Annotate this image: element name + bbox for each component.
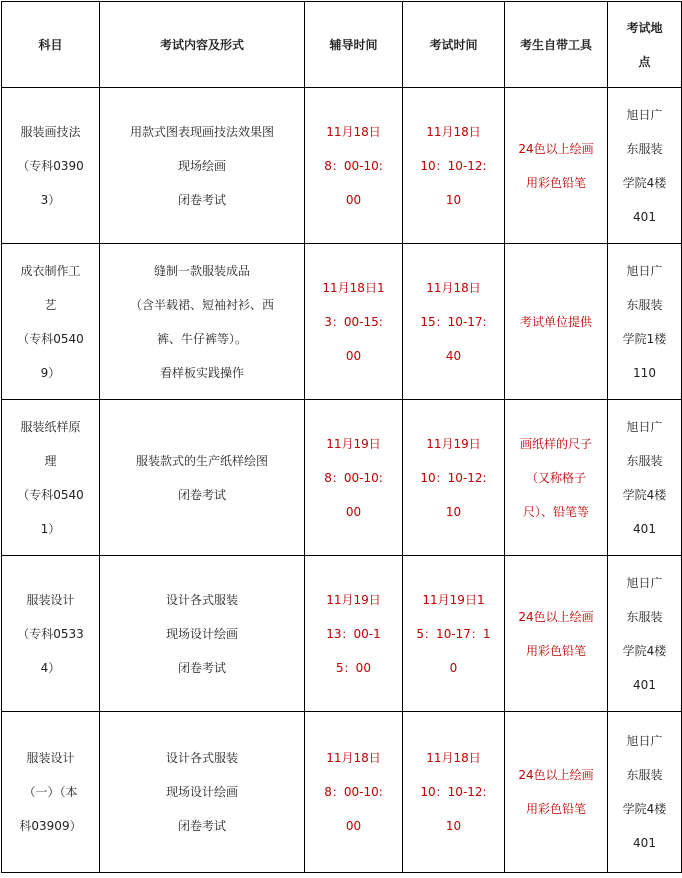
cell-location-line: 东服装 <box>626 297 663 312</box>
cell-tools <box>505 88 608 244</box>
cell-subject-line: 3） <box>40 192 61 207</box>
cell-exam-time-line: 10 <box>445 819 462 833</box>
cell-content <box>100 244 305 400</box>
cell-content-line: 现场设计绘画 <box>165 785 238 799</box>
cell-location-line: 东服装 <box>626 453 663 468</box>
cell-content-line: 服装款式的生产纸样绘图 <box>135 453 268 468</box>
cell-tutor-time-line: 00 <box>345 192 362 207</box>
cell-exam-time-line: 10：10-12: <box>420 785 487 799</box>
cell-exam-time-line: 15：10-17: <box>420 314 487 329</box>
cell-location-line: 学院4楼 <box>622 802 667 816</box>
cell-tutor-time-line: 11月18日 <box>326 124 381 139</box>
cell-subject-line: 科03909） <box>19 819 82 833</box>
cell-location-line: 401 <box>633 677 656 692</box>
cell-location-line: 110 <box>633 365 656 380</box>
cell-location-line: 旭日广 <box>626 107 663 122</box>
header-subject: 科目 <box>2 2 100 88</box>
cell-content-line: 裤、牛仔裤等）。 <box>156 331 247 346</box>
cell-subject-line: 服装设计 <box>26 592 75 607</box>
header-tools: 考生自带工具 <box>505 2 608 88</box>
cell-exam-time-line: 0 <box>449 660 458 675</box>
header-content: 考试内容及形式 <box>100 2 305 88</box>
cell-tools-line: （又称格子 <box>525 470 586 485</box>
cell-exam-time-line: 10 <box>445 504 462 519</box>
cell-exam-time-line: 11月19日1 <box>422 592 485 607</box>
cell-subject <box>2 556 100 712</box>
cell-exam-time-line: 10：10-12: <box>420 158 487 173</box>
cell-tutor-time <box>305 244 403 400</box>
cell-subject-line: 服装设计 <box>26 751 75 765</box>
cell-location-line: 401 <box>633 209 656 224</box>
cell-subject-line: 艺 <box>44 297 57 312</box>
cell-location <box>608 400 682 556</box>
cell-location <box>608 712 682 873</box>
cell-tutor-time <box>305 712 403 873</box>
cell-tutor-time <box>305 88 403 244</box>
cell-tutor-time-line: 11月19日 <box>326 592 381 607</box>
cell-tools-line: 用彩色铅笔 <box>525 643 586 658</box>
cell-tools <box>505 244 608 400</box>
cell-subject-line: （专科0533 <box>17 626 84 641</box>
cell-location-line: 东服装 <box>626 768 663 782</box>
cell-content-line: 设计各式服装 <box>165 751 238 765</box>
cell-exam-time <box>403 712 505 873</box>
cell-subject-line: （一）（本 <box>23 785 78 799</box>
cell-content-line: 闭卷考试 <box>177 819 226 833</box>
header-location <box>608 2 682 88</box>
cell-tools-line: 用彩色铅笔 <box>525 175 586 190</box>
cell-tutor-time-line: 11月18日1 <box>322 280 385 295</box>
cell-tools <box>505 556 608 712</box>
header-exam-time: 考试时间 <box>403 2 505 88</box>
cell-tutor-time-line: 13：00-1 <box>326 626 381 641</box>
cell-tutor-time-line: 5：00 <box>336 660 371 675</box>
cell-exam-time-line: 10 <box>445 192 462 207</box>
cell-location <box>608 244 682 400</box>
cell-exam-time-line: 40 <box>445 348 462 363</box>
cell-location-line: 旭日广 <box>626 734 663 748</box>
cell-content-line: 用款式图表现画技法效果图 <box>129 124 274 139</box>
cell-tutor-time-line: 11月18日 <box>326 751 381 765</box>
cell-tutor-time-line: 8：00-10: <box>324 158 383 173</box>
cell-exam-time <box>403 88 505 244</box>
cell-tools <box>505 400 608 556</box>
cell-location-line: 旭日广 <box>626 419 663 434</box>
cell-location-line: 学院4楼 <box>622 175 667 190</box>
cell-tutor-time <box>305 400 403 556</box>
cell-location-line: 旭日广 <box>626 575 663 590</box>
cell-location-line: 学院1楼 <box>622 331 667 346</box>
cell-content <box>100 712 305 873</box>
cell-subject <box>2 712 100 873</box>
cell-content-line: 缝制一款服装成品 <box>153 263 250 278</box>
cell-subject-line: （专科0390 <box>17 158 84 173</box>
cell-subject-line: 成衣制作工 <box>20 263 81 278</box>
cell-tutor-time-line: 00 <box>345 819 362 833</box>
cell-tutor-time-line: 00 <box>345 504 362 519</box>
cell-exam-time <box>403 556 505 712</box>
cell-content <box>100 556 305 712</box>
table-row <box>2 88 682 244</box>
cell-content-line: 闭卷考试 <box>177 192 226 207</box>
exam-schedule-table <box>1 1 682 873</box>
cell-location <box>608 556 682 712</box>
table-row <box>2 400 682 556</box>
cell-tools-line: 用彩色铅笔 <box>525 802 586 816</box>
cell-subject-line: （专科0540 <box>17 487 84 502</box>
cell-tutor-time-line: 3：00-15: <box>324 314 383 329</box>
cell-tools-line: 考试单位提供 <box>519 314 592 329</box>
cell-tools-line: 尺）、铅笔等 <box>522 504 589 519</box>
cell-exam-time-line: 11月18日 <box>426 280 481 295</box>
cell-subject <box>2 244 100 400</box>
cell-tools <box>505 712 608 873</box>
cell-content-line: 现场绘画 <box>177 158 226 173</box>
cell-content-line: 看样板实践操作 <box>159 365 244 380</box>
cell-exam-time-line: 10：10-12: <box>420 470 487 485</box>
cell-location-line: 401 <box>633 521 656 536</box>
cell-location-line: 学院4楼 <box>622 487 667 502</box>
cell-tutor-time <box>305 556 403 712</box>
cell-tutor-time-line: 8：00-10: <box>324 470 383 485</box>
header-row <box>2 2 682 88</box>
cell-tutor-time-line: 00 <box>345 348 362 363</box>
cell-exam-time-line: 5：10-17：1 <box>416 626 491 641</box>
cell-subject-line: 服装画技法 <box>20 124 81 139</box>
table-body <box>2 88 682 873</box>
cell-subject-line: （专科0540 <box>17 331 84 346</box>
cell-content-line: 现场设计绘画 <box>165 626 238 641</box>
cell-subject <box>2 88 100 244</box>
cell-content-line: （含半载裙、短袖衬衫、西 <box>129 297 274 312</box>
cell-tools-line: 24色以上绘画 <box>518 768 594 782</box>
header-tutor-time: 辅导时间 <box>305 2 403 88</box>
cell-content <box>100 400 305 556</box>
cell-exam-time <box>403 244 505 400</box>
cell-exam-time-line: 11月19日 <box>426 436 481 451</box>
cell-location-line: 学院4楼 <box>622 643 667 658</box>
cell-exam-time-line: 11月18日 <box>426 751 481 765</box>
cell-location-line: 旭日广 <box>626 263 663 278</box>
cell-location <box>608 88 682 244</box>
cell-tutor-time-line: 11月19日 <box>326 436 381 451</box>
cell-exam-time <box>403 400 505 556</box>
table-row <box>2 712 682 873</box>
table-row <box>2 244 682 400</box>
cell-content-line: 设计各式服装 <box>165 592 238 607</box>
cell-location-line: 东服装 <box>626 141 663 156</box>
cell-subject-line: 4） <box>40 660 61 675</box>
cell-tools-line: 画纸样的尺子 <box>519 436 592 451</box>
cell-subject-line: 理 <box>44 453 57 468</box>
cell-subject <box>2 400 100 556</box>
cell-tools-line: 24色以上绘画 <box>518 609 594 624</box>
cell-content <box>100 88 305 244</box>
cell-tutor-time-line: 8：00-10: <box>324 785 383 799</box>
cell-subject-line: 1） <box>40 521 61 536</box>
cell-location-line: 401 <box>633 836 656 850</box>
cell-tools-line: 24色以上绘画 <box>518 141 594 156</box>
cell-content-line: 闭卷考试 <box>177 487 226 502</box>
table-row <box>2 556 682 712</box>
cell-exam-time-line: 11月18日 <box>426 124 481 139</box>
cell-subject-line: 服装纸样原 <box>20 419 81 434</box>
header-location-text: 考试地 点 <box>626 20 663 69</box>
cell-content-line: 闭卷考试 <box>177 660 226 675</box>
cell-location-line: 东服装 <box>626 609 663 624</box>
cell-subject-line: 9） <box>40 365 61 380</box>
